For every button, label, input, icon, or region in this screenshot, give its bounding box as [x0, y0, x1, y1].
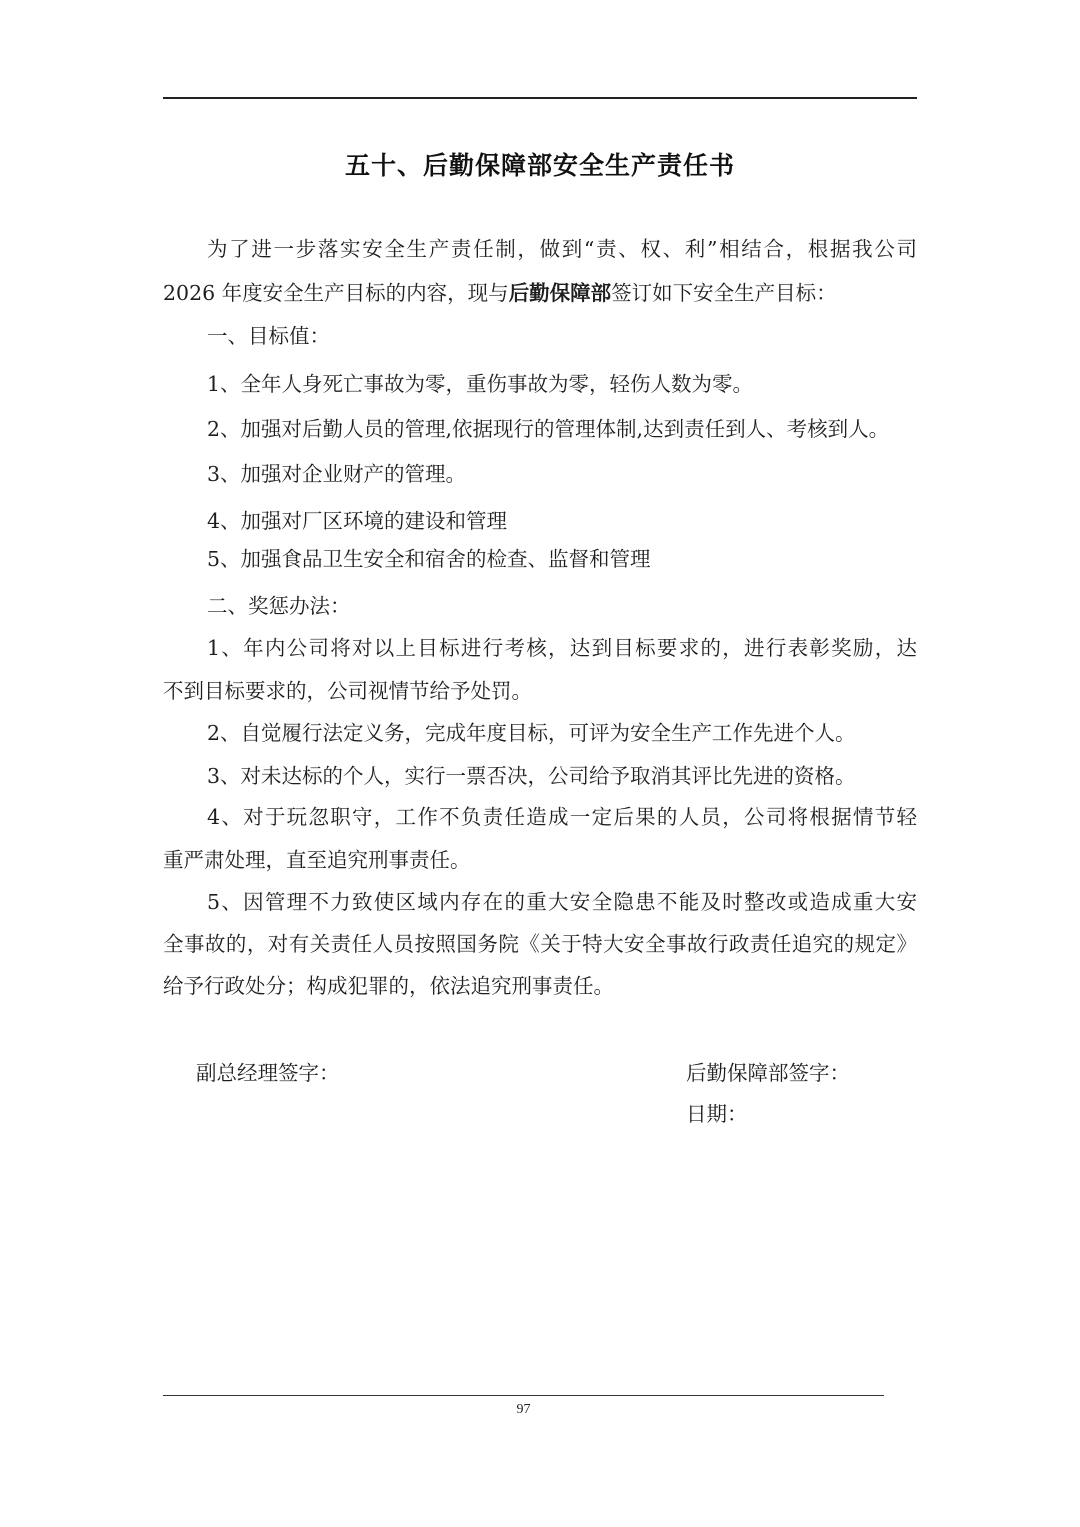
section2-item-1-line-2: 不到目标要求的，公司视情节给予处罚。 [163, 679, 532, 703]
intro-line-2-a: 2026 年度安全生产目标的内容，现与 [163, 281, 509, 305]
intro-line-2 [163, 279, 837, 307]
section2-heading: 二、奖惩办法： [207, 594, 351, 618]
section1-item-3: 3、加强对企业财产的管理。 [207, 462, 467, 486]
document-title: 五十、后勤保障部安全生产责任书 [344, 151, 735, 180]
section2-item-2: 2、自觉履行法定义务，完成年度目标，可评为安全生产工作先进个人。 [207, 721, 856, 745]
footer-rule [163, 1395, 884, 1396]
intro-line-1: 为了进一步落实安全生产责任制，做到“责、权、利”相结合，根据我公司 [207, 237, 917, 261]
intro-line-2-c: 签订如下安全生产目标： [611, 281, 837, 305]
vice-gm-signature-label: 副总经理签字： [196, 1061, 340, 1085]
section2-item-3: 3、对未达标的个人，实行一票否决，公司给予取消其评比先进的资格。 [207, 764, 856, 788]
section1-item-2: 2、加强对后勤人员的管理,依据现行的管理体制,达到责任到人、考核到人。 [207, 417, 890, 441]
section2-item-5-line-1: 5、因管理不力致使区域内存在的重大安全隐患不能及时整改或造成重大安 [207, 890, 917, 914]
intro-department-name: 后勤保障部 [508, 281, 612, 305]
section2-item-4-line-1: 4、对于玩忽职守，工作不负责任造成一定后果的人员，公司将根据情节轻 [207, 805, 917, 829]
section1-item-1: 1、全年人身死亡事故为零，重伤事故为零，轻伤人数为零。 [207, 372, 754, 396]
section2-item-5-line-2: 全事故的，对有关责任人员按照国务院《关于特大安全事故行政责任追究的规定》 [163, 932, 917, 956]
header-rule [163, 97, 917, 99]
section2-item-4-line-2: 重严肃处理，直至追究刑事责任。 [163, 848, 471, 872]
department-signature-label: 后勤保障部签字： [686, 1061, 850, 1085]
section1-item-4: 4、加强对厂区环境的建设和管理 [207, 509, 508, 533]
date-label: 日期： [686, 1102, 748, 1126]
section1-item-5: 5、加强食品卫生安全和宿舍的检查、监督和管理 [207, 547, 651, 571]
section2-item-5-line-3: 给予行政处分；构成犯罪的，依法追究刑事责任。 [163, 974, 614, 998]
page-number: 97 [516, 1402, 531, 1417]
section1-heading: 一、目标值： [207, 324, 330, 348]
section2-item-1-line-1: 1、年内公司将对以上目标进行考核，达到目标要求的，进行表彰奖励，达 [207, 636, 917, 660]
